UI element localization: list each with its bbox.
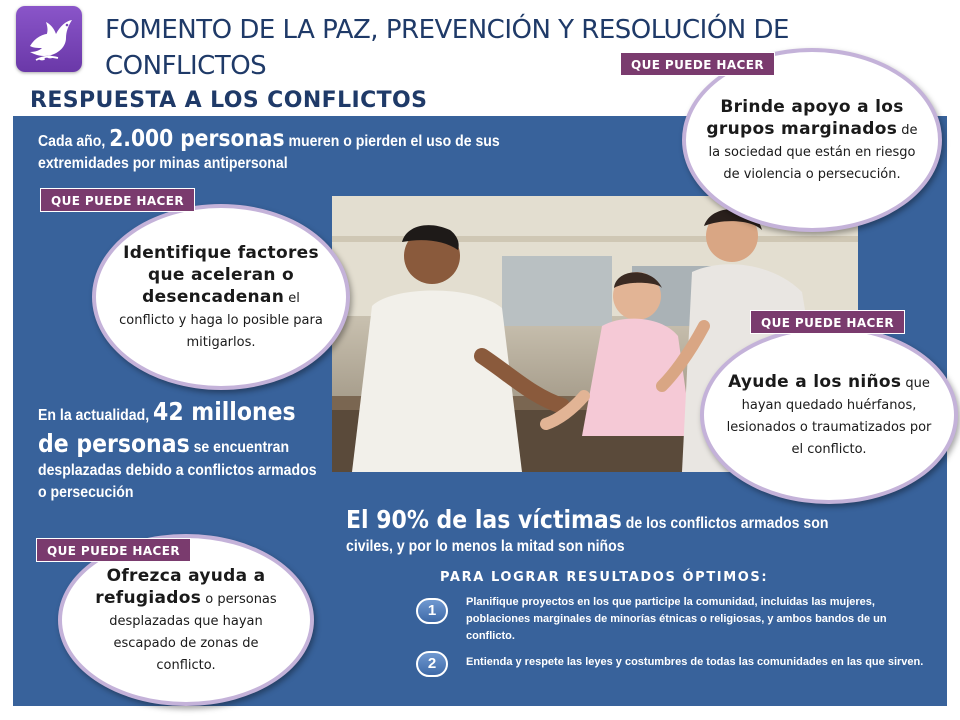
stat-displaced-highlight: 42 millones de personas (38, 397, 296, 458)
stat-landmines: Cada año, 2.000 personas mueren o pierden el uso de sus extremidades por minas antipersonal (38, 126, 500, 172)
step-number-badge: 1 (416, 598, 448, 624)
stat-displaced: En la actualidad, 42 millones de personas se encuentran desplazadas debido a conflictos armados o persecución (38, 397, 317, 501)
page-title: FOMENTO DE LA PAZ, PREVENCIÓN Y RESOLUCIÓN DE CONFLICTOS (105, 15, 789, 81)
logo (16, 6, 82, 72)
action-label-identify: QUE PUEDE HACER (40, 188, 195, 212)
stat-landmines-highlight: 2.000 personas (109, 126, 285, 152)
step-text: Planifique proyectos en los que participe la comunidad, incluidas las mujeres, poblaciones marginales de minorías étnicas o religiosas, y ambos bandos de un conflicto. (466, 596, 887, 642)
action-bubble-identify: Identifique factores que aceleran o desencadenan el conflicto y haga lo posible para mitigarlos. (92, 204, 350, 390)
results-title: PARA LOGRAR RESULTADOS ÓPTIMOS: (440, 570, 769, 585)
action-label-support: QUE PUEDE HACER (620, 52, 775, 76)
action-bubble-refugees: Ofrezca ayuda a refugiados o personas desplazadas que hayan escapado de zonas de conflicto. (58, 534, 314, 706)
dove-icon (16, 6, 82, 72)
step-number-badge: 2 (416, 651, 448, 677)
action-bubble-children: Ayude a los niños que hayan quedado huérfanos, lesionados o traumatizados por el conflicto. (700, 326, 958, 504)
section-title: RESPUESTA A LOS CONFLICTOS (30, 88, 428, 113)
action-label-children: QUE PUEDE HACER (750, 310, 905, 334)
action-bubble-support: Brinde apoyo a los grupos marginados de la sociedad que están en riesgo de violencia o persecución. (682, 48, 942, 232)
step-text: Entienda y respete las leyes y costumbres de todas las comunidades en las que sirven. (466, 656, 924, 668)
stat-victims: El 90% de las víctimas de los conflictos armados son civiles, y por lo menos la mitad son niños (346, 505, 829, 555)
action-label-refugees: QUE PUEDE HACER (36, 538, 191, 562)
stat-victims-highlight: El 90% de las víctimas (346, 505, 622, 534)
